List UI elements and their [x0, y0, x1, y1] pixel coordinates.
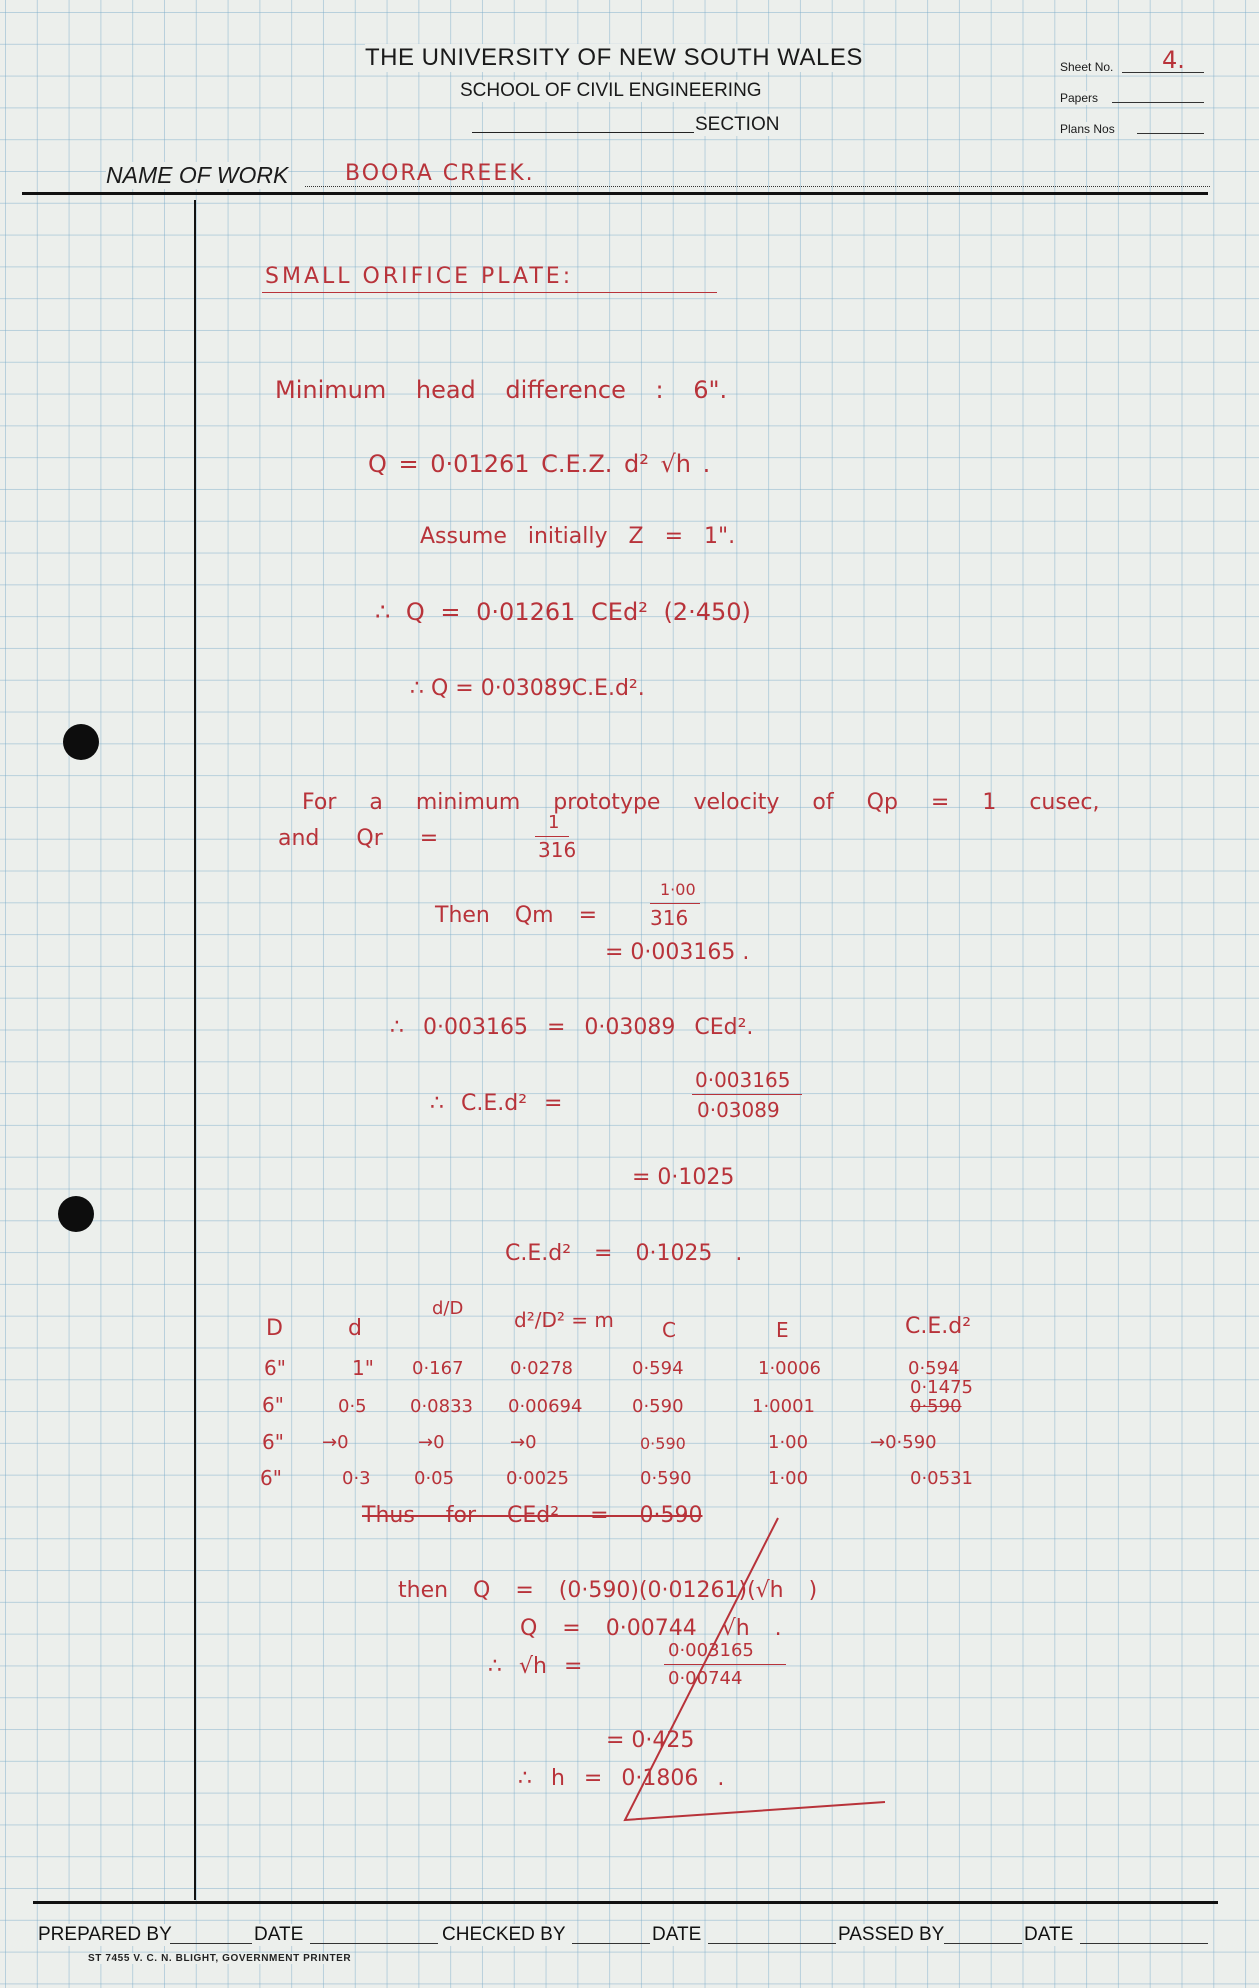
- ced-denominator: 0·03089: [697, 1098, 780, 1122]
- then-qm-label: Then Qm =: [435, 903, 598, 928]
- sqrt-denominator: 0·00744: [668, 1668, 743, 1689]
- sqrt-numerator: 0·003165: [668, 1640, 754, 1661]
- school-title: SCHOOL OF CIVIL ENGINEERING: [460, 80, 762, 101]
- equation-mid: ∴ 0·003165 = 0·03089 CEd².: [390, 1015, 754, 1040]
- name-of-work-label: NAME OF WORK: [106, 162, 289, 188]
- qr-denominator: 316: [538, 838, 577, 862]
- table-cell: 0·5: [338, 1396, 367, 1417]
- table-cell: 1·00: [768, 1432, 809, 1453]
- date-label-3: DATE: [1024, 1924, 1074, 1945]
- table-cell: 0·0278: [510, 1358, 573, 1379]
- qm-value: = 0·003165 .: [605, 940, 750, 965]
- table-cell: →0: [322, 1432, 349, 1453]
- q2-line: Q = 0·00744 √h .: [520, 1616, 782, 1641]
- sqrt-value: = 0·425: [606, 1728, 695, 1753]
- equation-2: ∴ Q = 0·01261 CEd² (2·450): [375, 598, 751, 626]
- table-cell: 1·0001: [752, 1396, 815, 1417]
- qm-denominator: 316: [650, 906, 689, 930]
- table-cell: 0·590: [640, 1434, 686, 1453]
- table-cell: 0·3: [342, 1468, 371, 1489]
- table-cell: 0·167: [412, 1358, 464, 1379]
- equation-1: Q = 0·01261 C.E.Z. d² √h .: [368, 450, 711, 478]
- ced-numerator: 0·003165: [695, 1068, 791, 1092]
- table-cell: 0·590: [632, 1396, 684, 1417]
- struck-cell: 0·590: [910, 1396, 962, 1417]
- table-cell: 6": [262, 1393, 284, 1417]
- name-of-work-value: BOORA CREEK.: [345, 161, 535, 186]
- table-cell: 6": [262, 1430, 284, 1454]
- assume-line: Assume initially Z = 1".: [420, 524, 736, 549]
- col-header-C: C: [662, 1318, 676, 1342]
- prepared-by-line: [170, 1943, 252, 1944]
- h-value: ∴ h = 0·1806 .: [518, 1766, 725, 1791]
- table-cell: 0·05: [414, 1468, 455, 1489]
- table-cell: 6": [264, 1356, 286, 1380]
- table-cell: →0·590: [870, 1432, 937, 1453]
- table-cell: 0·1475: [910, 1377, 973, 1398]
- passed-by-label: PASSED BY: [838, 1924, 945, 1945]
- qr-numerator: 1: [548, 812, 560, 833]
- col-header-D: D: [266, 1316, 283, 1341]
- papers-label: Papers: [1060, 91, 1099, 105]
- ced-value: = 0·1025: [632, 1165, 735, 1190]
- col-header-d-over-D: d/D: [432, 1298, 464, 1319]
- table-cell: 0·0025: [506, 1468, 569, 1489]
- table-cell: →0: [418, 1432, 445, 1453]
- table-cell: 1·0006: [758, 1358, 821, 1379]
- table-cell: 6": [260, 1466, 282, 1490]
- date-line-2: [708, 1943, 836, 1944]
- table-cell: 0·590: [640, 1468, 692, 1489]
- university-title: THE UNIVERSITY OF NEW SOUTH WALES: [365, 44, 863, 71]
- table-cell: 1": [352, 1356, 374, 1380]
- table-cell: 0·594: [632, 1358, 684, 1379]
- table-cell: 1·00: [768, 1468, 809, 1489]
- checked-by-line: [572, 1943, 650, 1944]
- table-cell: 0·00694: [508, 1396, 583, 1417]
- qm-numerator: 1·00: [660, 880, 696, 899]
- date-label-2: DATE: [652, 1924, 702, 1945]
- table-cell: 0·0531: [910, 1468, 973, 1489]
- table-cell: 0·594: [908, 1358, 960, 1379]
- col-header-CEd2: C.E.d²: [905, 1314, 972, 1339]
- prepared-by-label: PREPARED BY: [38, 1924, 172, 1945]
- plans-label: Plans Nos: [1060, 122, 1115, 136]
- equation-3: ∴ Q = 0·03089C.E.d².: [410, 676, 645, 701]
- struck-line: Thus for CEd² = 0·590: [362, 1503, 703, 1528]
- ced-final: C.E.d² = 0·1025 .: [505, 1241, 743, 1266]
- section-label: SECTION: [695, 114, 780, 135]
- ced-label: ∴ C.E.d² =: [430, 1091, 563, 1116]
- col-header-E: E: [776, 1318, 789, 1342]
- then-q-line: then Q = (0·590)(0·01261)(√h ): [398, 1578, 818, 1603]
- table-cell: →0: [510, 1432, 537, 1453]
- sqrt-h-label: ∴ √h =: [488, 1654, 583, 1679]
- and-qr-label: and Qr =: [278, 826, 439, 851]
- date-line-1: [310, 1943, 438, 1944]
- date-line-3: [1080, 1943, 1208, 1944]
- passed-by-line: [944, 1943, 1022, 1944]
- printer-imprint: ST 7455 V. C. N. BLIGHT, GOVERNMENT PRINTER: [88, 1953, 352, 1964]
- checked-by-label: CHECKED BY: [442, 1924, 566, 1945]
- sheet-no-value: 4.: [1162, 46, 1185, 74]
- heading: SMALL ORIFICE PLATE:: [265, 264, 574, 289]
- col-header-m: d²/D² = m: [514, 1308, 614, 1332]
- sheet-no-label: Sheet No.: [1060, 60, 1114, 74]
- velocity-line: For a minimum prototype velocity of Qp = 1 cusec,: [302, 790, 1100, 815]
- date-label-1: DATE: [254, 1924, 304, 1945]
- min-head-line: Minimum head difference : 6".: [275, 376, 728, 404]
- table-cell: 0·0833: [410, 1396, 473, 1417]
- col-header-d: d: [348, 1316, 362, 1341]
